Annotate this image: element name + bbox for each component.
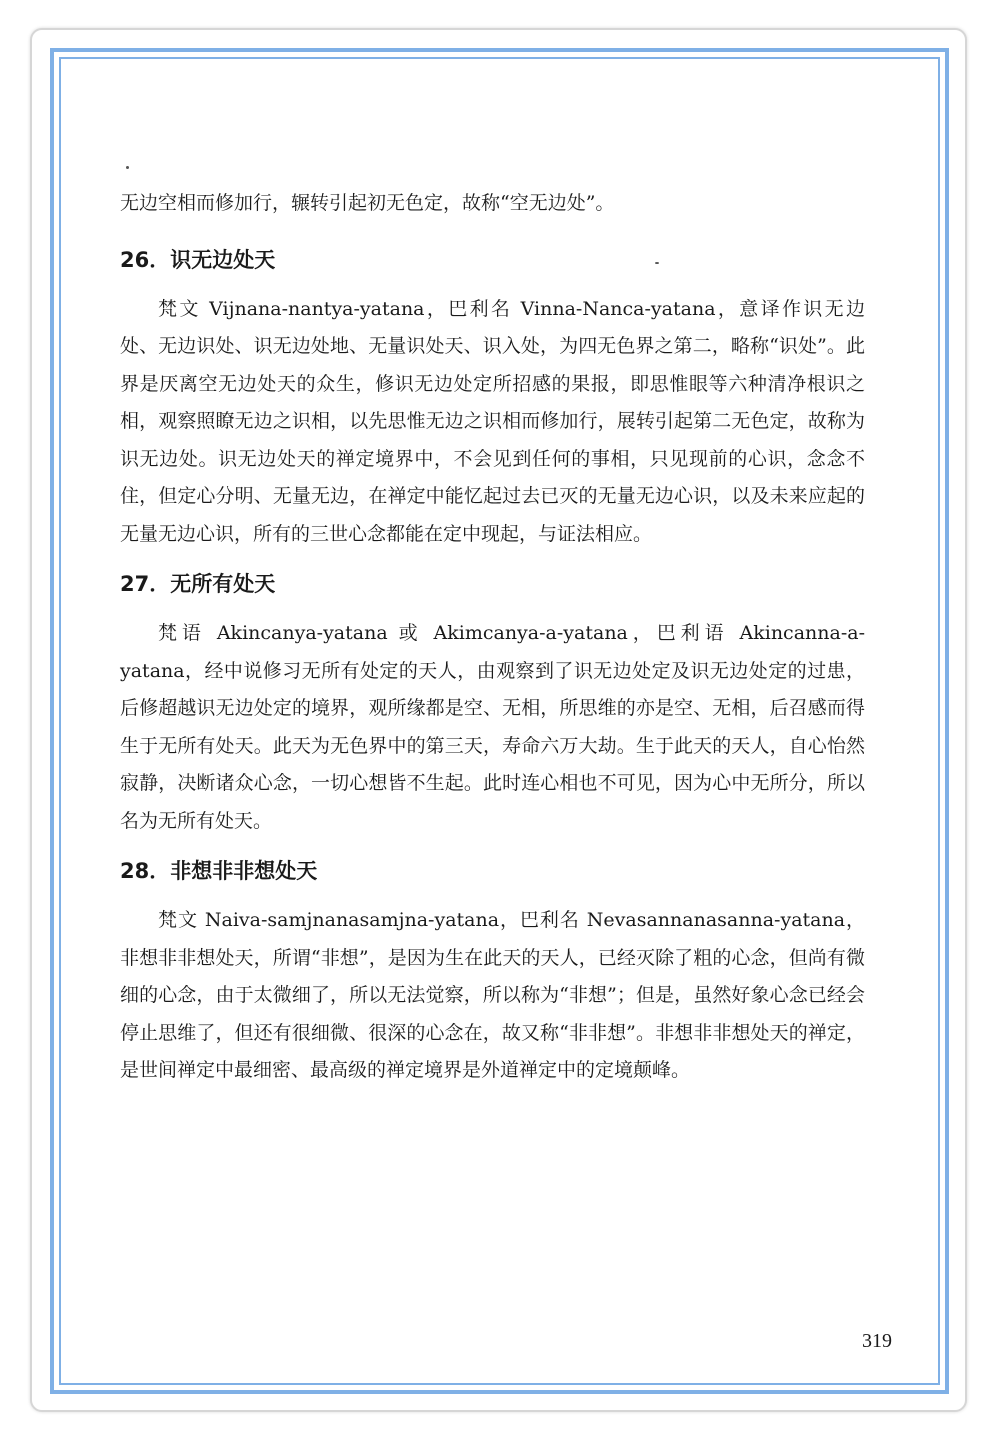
section-body-28: 梵文 Naiva-samjnanasamjna-yatana，巴利名 Nevasannanasanna-yatana，非想非非想处天，所谓“非想”，是因为生在此天的天人，已经灭除了粗的心念，但尚有微细的心念，由于太微细了，所以无法觉察，所以称为“非想”；但是，虽然好象心念已经会停止思维了，但还有很细微、很深的心念在，故又称“非非想”。非想非非想处天的禅定，是世间禅定中最细密、最高级的禅定境界是外道禅定中的定境颠峰。 [120, 909, 865, 1081]
section-body-27: 梵语 Akincanya-yatana 或 Akimcanya-a-yatana，巴利语 Akincanna-a-yatana，经中说修习无所有处定的天人，由观察到了识无边处定及识无边处定的过患，后修超越识无边处定的境界，观所缘都是空、无相，所思维的亦是空、无相，后召感而得生于无所有处天。此天为无色界中的第三天，寿命六万大劫。生于此天的天人，自心怡然寂静，决断诸众心念，一切心想皆不生起。此时连心相也不可见，因为心中无所分，所以名为无所有处天。 [120, 622, 865, 832]
print-speck [126, 166, 129, 169]
page-number: 319 [862, 1330, 892, 1352]
section-body-26: 梵文 Vijnana-nantya-yatana，巴利名 Vinna-Nanca-yatana，意译作识无边处、无边识处、识无边处地、无量识处天、识入处，为四无色界之第二，略称“识处”。此界是厌离空无边处天的众生，修识无边处定所招感的果报，即思惟眼等六种清净根识之相，观察照瞭无边之识相，以先思惟无边之识相而修加行，展转引起第二无色定，故称为识无边处。识无边处天的禅定境界中，不会见到任何的事相，只见现前的心识，念念不住，但定心分明、无量无边，在禅定中能忆起过去已灭的无量无边心识，以及未来应起的无量无边心识，所有的三世心念都能在定中现起，与证法相应。 [120, 297, 865, 545]
section-heading-27: 27．无所有处天 [120, 572, 276, 596]
page-content [120, 185, 865, 1090]
section-heading-26: 26．识无边处天 [120, 247, 276, 272]
intro-paragraph: 无边空相而修加行，辗转引起初无色定，故称“空无边处”。 [120, 192, 615, 214]
section-heading-28: 28．非想非非想处天 [120, 859, 318, 883]
